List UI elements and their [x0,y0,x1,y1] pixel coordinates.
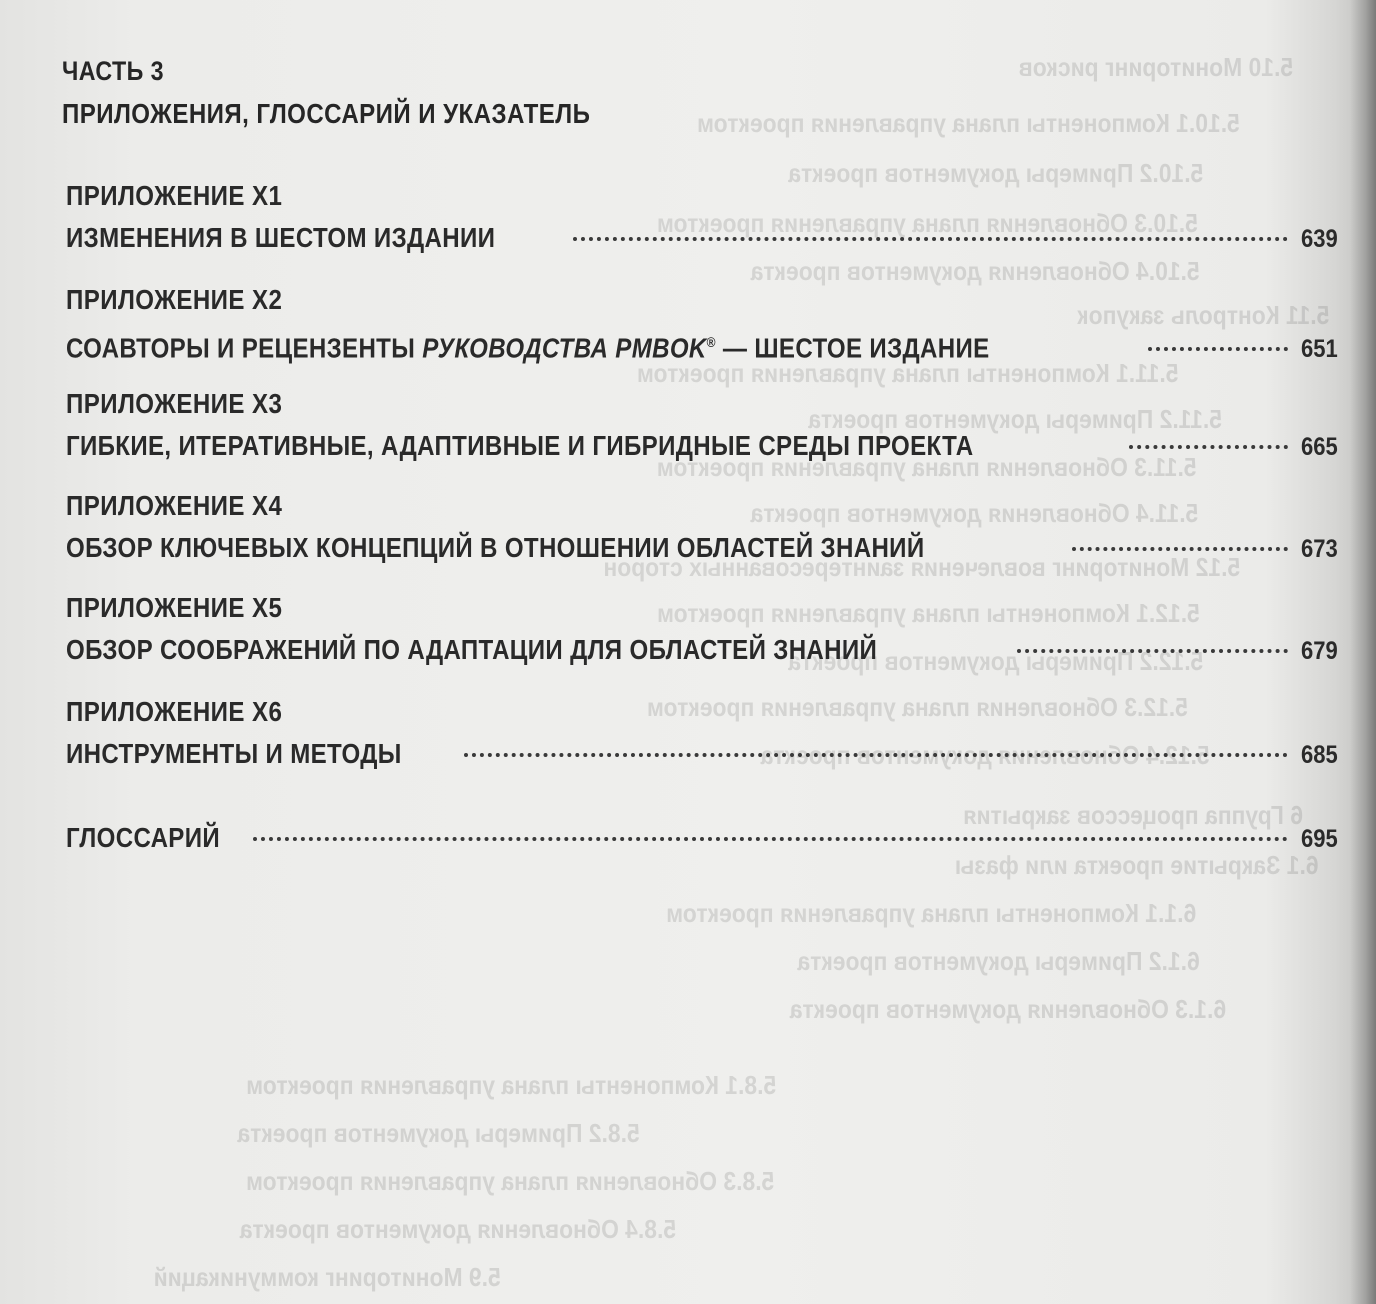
appendix-label: ПРИЛОЖЕНИЕ X3 [66,388,283,419]
show-through-text: 5.9 Мониторинг коммуникаций [153,1262,501,1292]
appendix-label: ПРИЛОЖЕНИЕ X2 [66,284,283,315]
page-number: 651 [1301,335,1338,364]
page-number: 665 [1301,433,1338,461]
dot-leader [253,837,1288,841]
registered-mark: ® [706,334,716,350]
toc-entry-x3[interactable] [66,386,1338,466]
show-through-text: 5.8.3 Обновления плана управления проектом [246,1166,775,1196]
appendix-label: ПРИЛОЖЕНИЕ X4 [66,490,283,521]
show-through-text: 5.10.1 Компоненты плана управления проектом [697,108,1240,138]
dot-leader [1129,445,1288,449]
appendix-label: ПРИЛОЖЕНИЕ X1 [66,180,283,211]
show-through-text: 5.12.1 Компоненты плана управления проектом [657,598,1200,628]
dot-leader [1148,347,1288,351]
show-through-text: 5.11.4 Обновления документов проекта [750,498,1199,528]
appendix-title: ИЗМЕНЕНИЯ В ШЕСТОМ ИЗДАНИИ [66,222,496,253]
dot-leader [464,753,1288,757]
dot-leader [1017,649,1288,653]
show-through-text: 5.8.2 Примеры документов проекта [237,1118,640,1148]
show-through-text: 5.11 Контроль закупок [1077,300,1330,330]
part-label: ЧАСТЬ 3 [62,56,164,86]
title-emphasis: РУКОВОДСТВА PMBOK [422,332,707,364]
appendix-title: ИНСТРУМЕНТЫ И МЕТОДЫ [66,738,402,769]
show-through-text: 5.10.3 Обновления плана управления проектом [656,208,1198,238]
toc-entry-x6[interactable] [66,694,1338,774]
show-through-text: 5.10.2 Примеры документов проекта [788,158,1204,188]
appendix-title: ОБЗОР СООБРАЖЕНИЙ ПО АДАПТАЦИИ ДЛЯ ОБЛАСТЕЙ ЗНАНИЙ [66,634,878,665]
show-through-text: 5.12 Мониторинг вовлечения заинтересованных сторон [603,552,1241,582]
toc-entry-glossary[interactable] [66,814,1338,858]
show-through-text: 6.1.3 Обновления документов проекта [789,994,1227,1024]
show-through-text: 5.12.3 Обновления плана управления проектом [646,692,1188,722]
appendix-title: ГИБКИЕ, ИТЕРАТИВНЫЕ, АДАПТИВНЫЕ И ГИБРИДНЫЕ СРЕДЫ ПРОЕКТА [66,430,974,461]
toc-entry-x4[interactable] [66,488,1338,568]
show-through-text: 5.11.2 Примеры документов проекта [808,404,1222,434]
appendix-label: ПРИЛОЖЕНИЕ X5 [66,592,283,623]
show-through-text: 5.12.2 Примеры документов проекта [788,646,1204,676]
glossary-title: ГЛОССАРИЙ [66,822,221,853]
appendix-label: ПРИЛОЖЕНИЕ X6 [66,696,283,727]
toc-entry-x5[interactable] [66,590,1338,670]
page-edge-shadow [1350,0,1376,1304]
show-through-text: 5.8.4 Обновления документов проекта [239,1214,677,1244]
show-through-text: 6 Группа процессов закрытия [963,800,1303,830]
appendix-title: ОБЗОР КЛЮЧЕВЫХ КОНЦЕПЦИЙ В ОТНОШЕНИИ ОБЛАСТЕЙ ЗНАНИЙ [66,532,925,563]
toc-entry-x1[interactable] [66,178,1338,258]
show-through-text: 5.11.3 Обновления плана управления проектом [656,452,1197,482]
toc-entry-x2[interactable] [66,282,1338,362]
show-through-text: 5.12.4 Обновления документов проекта [760,740,1210,770]
show-through-text: 6.1.1 Компоненты плана управления проектом [666,898,1197,928]
show-through-text: 6.1.2 Примеры документов проекта [797,946,1200,976]
dot-leader [573,237,1288,241]
page-number: 685 [1301,741,1338,769]
show-through-text: 6.1 Закрытие проекта или фазы [954,850,1319,880]
page-number: 639 [1301,225,1338,253]
part-title: ПРИЛОЖЕНИЯ, ГЛОССАРИЙ И УКАЗАТЕЛЬ [62,98,591,129]
dot-leader [1072,547,1288,551]
appendix-title [66,322,990,368]
page-number: 679 [1301,637,1338,665]
show-through-text: 5.10.4 Обновления документов проекта [750,256,1200,286]
show-through-text: 5.8.1 Компоненты плана управления проектом [246,1070,777,1100]
page-number: 673 [1301,535,1338,563]
show-through-text: 5.10 Мониторинг рисков [1018,52,1294,82]
show-through-text: 5.11.1 Компоненты плана управления проектом [636,358,1179,388]
title-text: — ШЕСТОЕ ИЗДАНИЕ [715,332,990,364]
title-text: СОАВТОРЫ И РЕЦЕНЗЕНТЫ [66,332,423,364]
page-number: 695 [1301,825,1338,853]
